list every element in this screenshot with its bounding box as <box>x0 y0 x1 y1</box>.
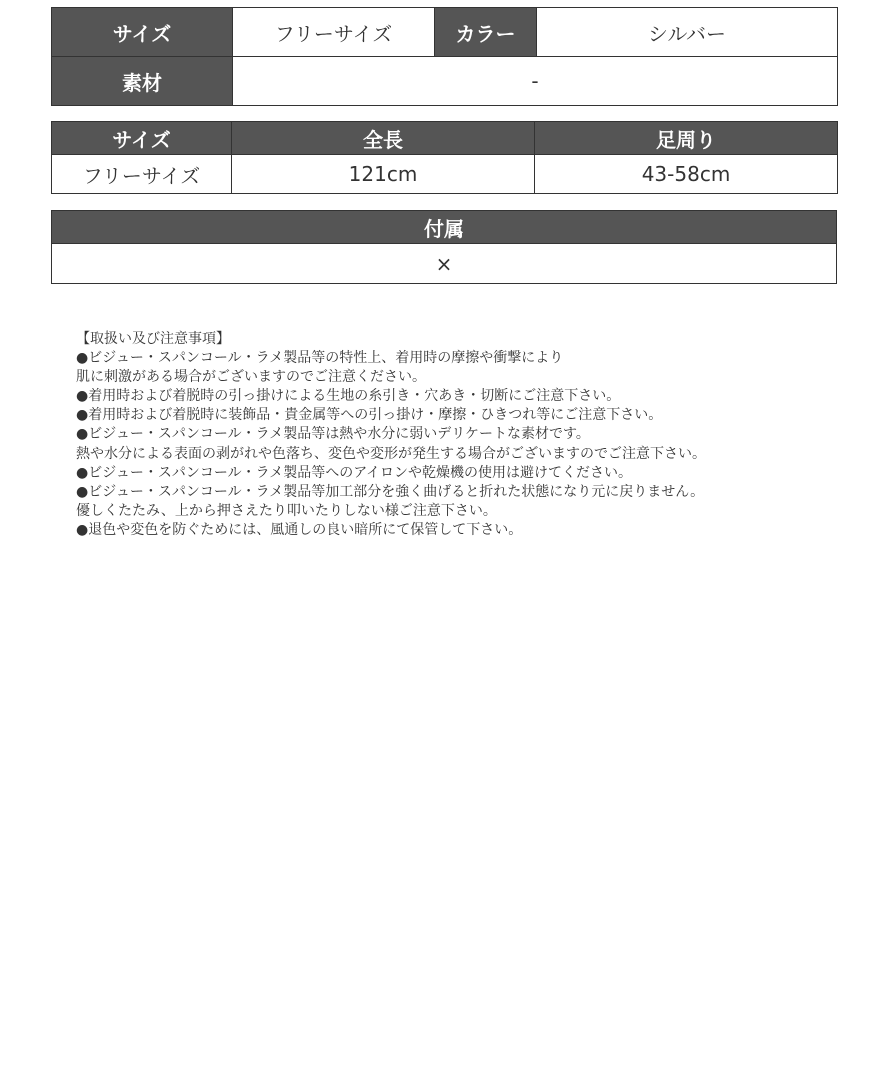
size-table-header-length: 全長 <box>232 122 535 155</box>
size-table-header-row <box>52 122 838 155</box>
note-line: 肌に刺激がある場合がございますのでご注意ください。 <box>76 369 426 386</box>
size-table-header-leg: 足周り <box>535 122 838 155</box>
size-table <box>51 121 838 194</box>
accessory-header-row <box>52 211 837 244</box>
note-line: ●ビジュー・スパンコール・ラメ製品等は熱や水分に弱いデリケートな素材です。 <box>76 426 590 443</box>
color-value: シルバー <box>537 8 838 57</box>
note-line: ●ビジュー・スパンコール・ラメ製品等の特性上、着用時の摩擦や衝撃により <box>76 350 564 367</box>
size-table-header-size: サイズ <box>52 122 232 155</box>
size-value: フリーサイズ <box>233 8 435 57</box>
size-table-cell-length: 121cm <box>232 155 535 194</box>
accessory-header: 付属 <box>52 211 837 244</box>
size-table-cell-leg: 43-58cm <box>535 155 838 194</box>
note-line: ●着用時および着脱時に装飾品・貴金属等への引っ掛け・摩擦・ひきつれ等にご注意下さい。 <box>76 407 663 424</box>
accessory-value: × <box>52 244 837 284</box>
note-line: ●退色や変色を防ぐためには、風通しの良い暗所にて保管して下さい。 <box>76 521 523 538</box>
note-line: ●ビジュー・スパンコール・ラメ製品等加工部分を強く曲げると折れた状態になり元に戻りません。 <box>76 483 705 500</box>
spec-row-size-color <box>52 8 838 57</box>
note-line: ●ビジュー・スパンコール・ラメ製品等へのアイロンや乾燥機の使用は避けてください。 <box>76 464 632 481</box>
size-table-cell-size: フリーサイズ <box>52 155 232 194</box>
note-line: 優しくたたみ、上から押さえたり叩いたりしない様ご注意下さい。 <box>76 502 497 519</box>
note-line: ●着用時および着脱時の引っ掛けによる生地の糸引き・穴あき・切断にご注意下さい。 <box>76 388 621 405</box>
material-label: 素材 <box>52 57 233 106</box>
table-row <box>52 155 838 194</box>
color-label: カラー <box>435 8 537 57</box>
care-notes <box>76 330 866 540</box>
material-value: - <box>233 57 838 106</box>
spec-row-material <box>52 57 838 106</box>
size-label: サイズ <box>52 8 233 57</box>
accessory-value-row <box>52 244 837 284</box>
spec-table <box>51 7 838 106</box>
notes-heading: 【取扱い及び注意事項】 <box>76 331 230 347</box>
accessory-table <box>51 210 837 284</box>
note-line: 熱や水分による表面の剥がれや色落ち、変色や変形が発生する場合がございますのでご注意下さい。 <box>76 445 706 462</box>
